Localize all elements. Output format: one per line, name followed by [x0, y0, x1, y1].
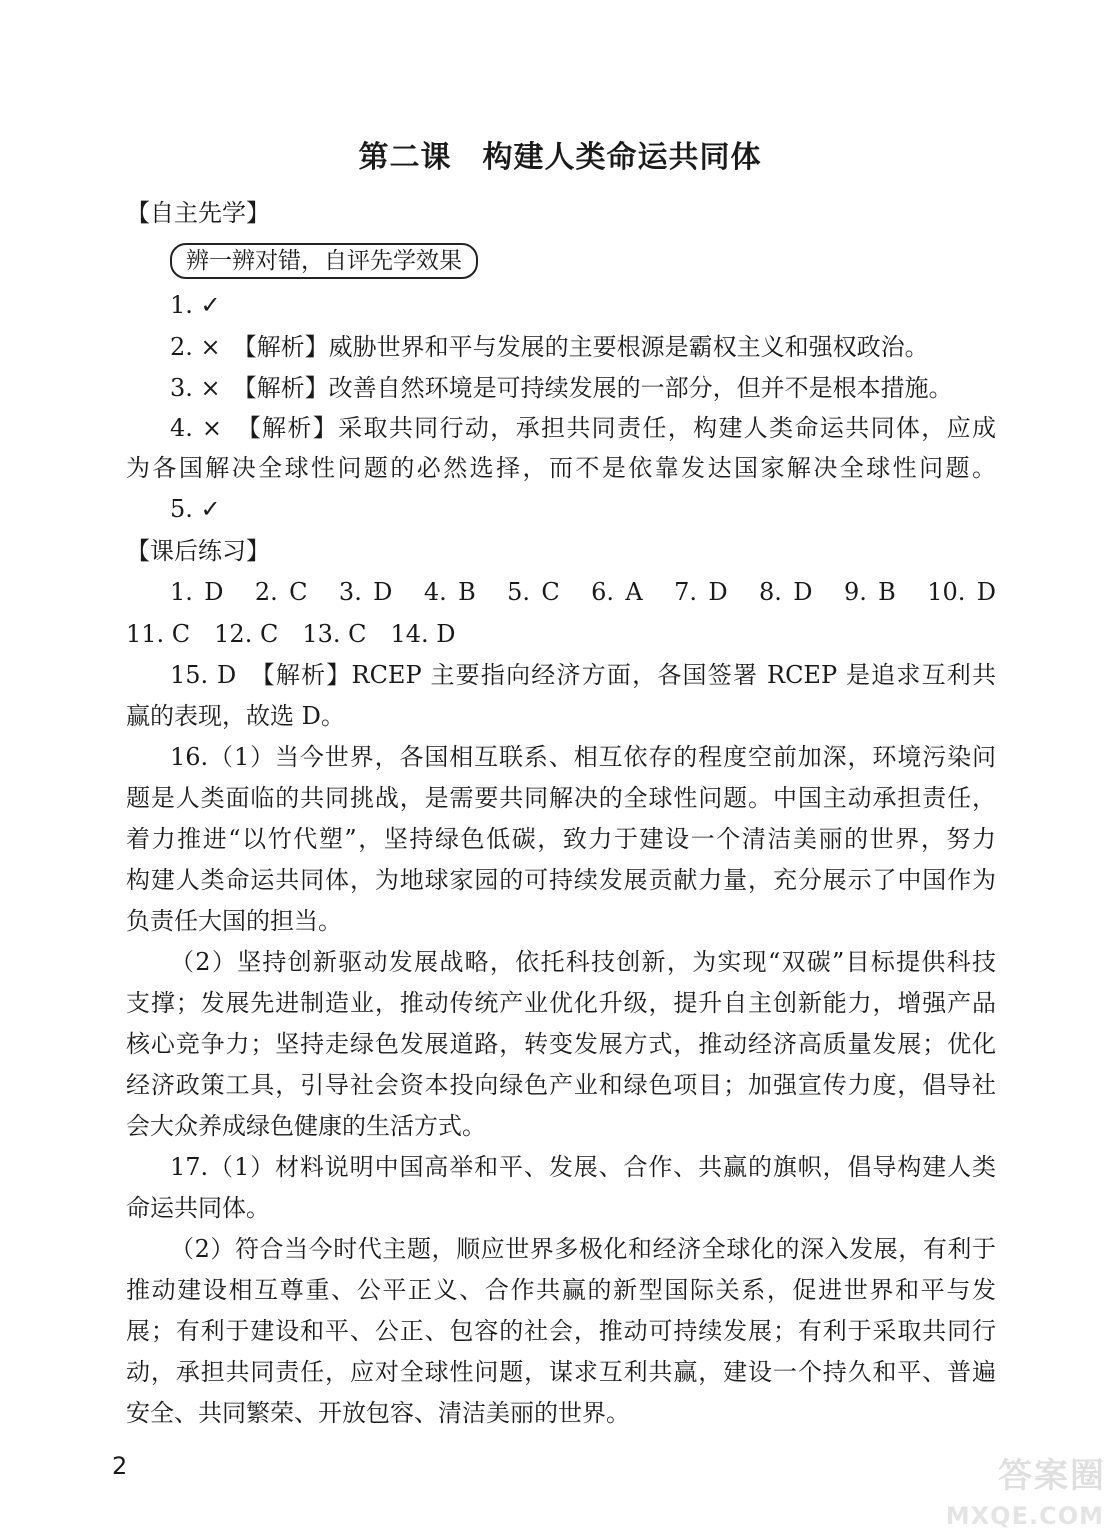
answer-paragraph-line: （2）坚持创新驱动发展战略，依托科技创新，为实现“双碳”目标提供科技 [170, 948, 996, 976]
watermark-text-top: 答案圈 [998, 1456, 1106, 1496]
page-number: 2 [112, 1452, 128, 1480]
watermark-text-bottom: MXQE.COM [945, 1502, 1104, 1530]
answer-paragraph-line: 动，承担共同责任，应对全球性问题，谋求互利共赢，建设一个持久和平、普遍 [126, 1358, 996, 1386]
answer-paragraph-line: 17.（1）材料说明中国高举和平、发展、合作、共赢的旗帜，倡导构建人类 [170, 1153, 996, 1181]
list-item: 3. × 【解析】改善自然环境是可持续发展的一部分，但并不是根本措施。 [170, 374, 953, 402]
answer-paragraph-line: 16.（1）当今世界，各国相互联系、相互依存的程度空前加深，环境污染问 [170, 743, 996, 771]
list-item: 1. ✓ [170, 291, 221, 319]
watermark-logo [945, 1448, 1108, 1530]
answer-row: 11. C 12. C 13. C 14. D [126, 620, 456, 648]
page-title: 第二课 构建人类命运共同体 [358, 140, 762, 175]
section-heading-exercises: 【课后练习】 [126, 537, 270, 565]
answer-paragraph-line: 安全、共同繁荣、开放包容、清洁美丽的世界。 [126, 1399, 630, 1427]
answer-paragraph-line: 推动建设相互尊重、公平正义、合作共赢的新型国际关系，促进世界和平与发 [126, 1276, 996, 1304]
answer-paragraph-line: 负责任大国的担当。 [126, 907, 342, 935]
answer-paragraph-line: 展；有利于建设和平、公正、包容的社会，推动可持续发展；有利于采取共同行 [126, 1317, 996, 1345]
section-heading-self-study: 【自主先学】 [126, 199, 270, 227]
self-check-banner: 辨一辨对错，自评先学效果 [170, 243, 478, 279]
list-item: 5. ✓ [170, 495, 221, 523]
answer-paragraph-line: （2）符合当今时代主题，顺应世界多极化和经济全球化的深入发展，有利于 [170, 1235, 996, 1263]
answer-paragraph-line: 构建人类命运共同体，为地球家园的可持续发展贡献力量，充分展示了中国作为 [126, 866, 996, 894]
answer-paragraph-line: 15. D 【解析】RCEP 主要指向经济方面，各国签署 RCEP 是追求互利共 [170, 661, 996, 689]
answer-paragraph-line: 命运共同体。 [126, 1194, 270, 1222]
list-item: 2. × 【解析】威胁世界和平与发展的主要根源是霸权主义和强权政治。 [170, 333, 929, 361]
answer-paragraph-line: 题是人类面临的共同挑战，是需要共同解决的全球性问题。中国主动承担责任， [126, 784, 996, 812]
answer-paragraph-line: 核心竞争力；坚持走绿色发展道路，转变发展方式，推动经济高质量发展；优化 [126, 1030, 996, 1058]
answer-paragraph-line: 经济政策工具，引导社会资本投向绿色产业和绿色项目；加强宣传力度，倡导社 [126, 1071, 996, 1099]
answer-paragraph-line: 会大众养成绿色健康的生活方式。 [126, 1112, 486, 1140]
answer-row: 1. D 2. C 3. D 4. B 5. C 6. A 7. D 8. D 9. B 10. D [170, 578, 996, 606]
answer-paragraph-line: 支撑；发展先进制造业，推动传统产业优化升级，提升自主创新能力，增强产品 [126, 989, 996, 1017]
answer-paragraph-line: 赢的表现，故选 D。 [126, 702, 345, 730]
list-item: 4. × 【解析】采取共同行动，承担共同责任，构建人类命运共同体，应成 [170, 414, 996, 442]
list-item-continuation: 为各国解决全球性问题的必然选择，而不是依靠发达国家解决全球性问题。 [126, 454, 996, 482]
answer-paragraph-line: 着力推进“以竹代塑”，坚持绿色低碳，致力于建设一个清洁美丽的世界，努力 [126, 825, 996, 853]
